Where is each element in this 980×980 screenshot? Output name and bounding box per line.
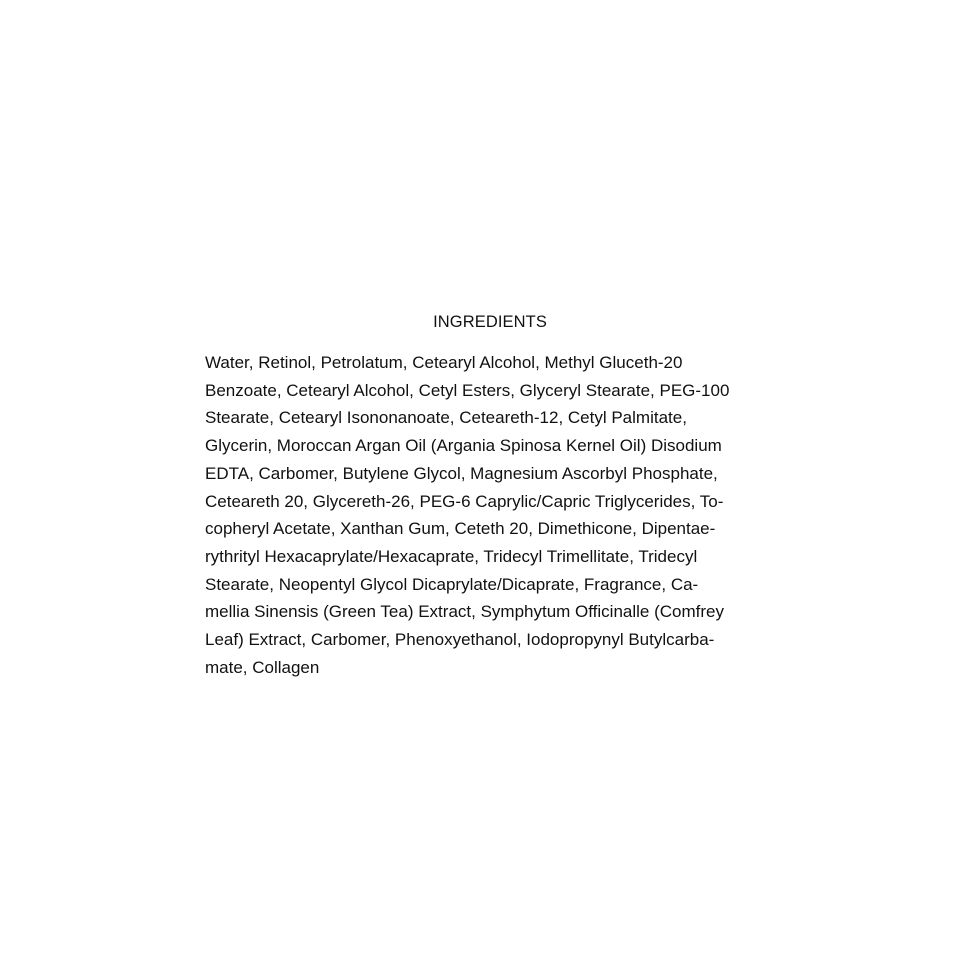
ingredients-line: mate, Collagen: [205, 657, 320, 677]
ingredients-line: Leaf) Extract, Carbomer, Phenoxyethanol, Iodopropynyl Butylcarba-: [205, 630, 715, 650]
ingredients-line: Glycerin, Moroccan Argan Oil (Argania Spinosa Kernel Oil) Disodium: [205, 436, 722, 456]
ingredients-line: Ceteareth 20, Glycereth-26, PEG-6 Caprylic/Capric Triglycerides, To-: [205, 491, 724, 511]
ingredients-line: Water, Retinol, Petrolatum, Cetearyl Alcohol, Methyl Gluceth-20: [205, 353, 683, 372]
ingredients-line: EDTA, Carbomer, Butylene Glycol, Magnesium Ascorbyl Phosphate,: [205, 463, 718, 483]
ingredients-line: rythrityl Hexacaprylate/Hexacaprate, Tridecyl Trimellitate, Tridecyl: [205, 546, 698, 566]
ingredients-line: Benzoate, Cetearyl Alcohol, Cetyl Esters, Glyceryl Stearate, PEG-100: [205, 380, 730, 400]
ingredients-heading: INGREDIENTS: [433, 313, 547, 331]
ingredients-line: copheryl Acetate, Xanthan Gum, Ceteth 20, Dimethicone, Dipentae-: [205, 519, 716, 539]
ingredients-list: [205, 349, 775, 681]
ingredients-line: Stearate, Cetearyl Isononanoate, Ceteareth-12, Cetyl Palmitate,: [205, 408, 687, 428]
ingredients-panel: [205, 311, 775, 681]
ingredients-line: mellia Sinensis (Green Tea) Extract, Symphytum Officinalle (Comfrey: [205, 602, 724, 622]
ingredients-line: Stearate, Neopentyl Glycol Dicaprylate/Dicaprate, Fragrance, Ca-: [205, 574, 699, 594]
